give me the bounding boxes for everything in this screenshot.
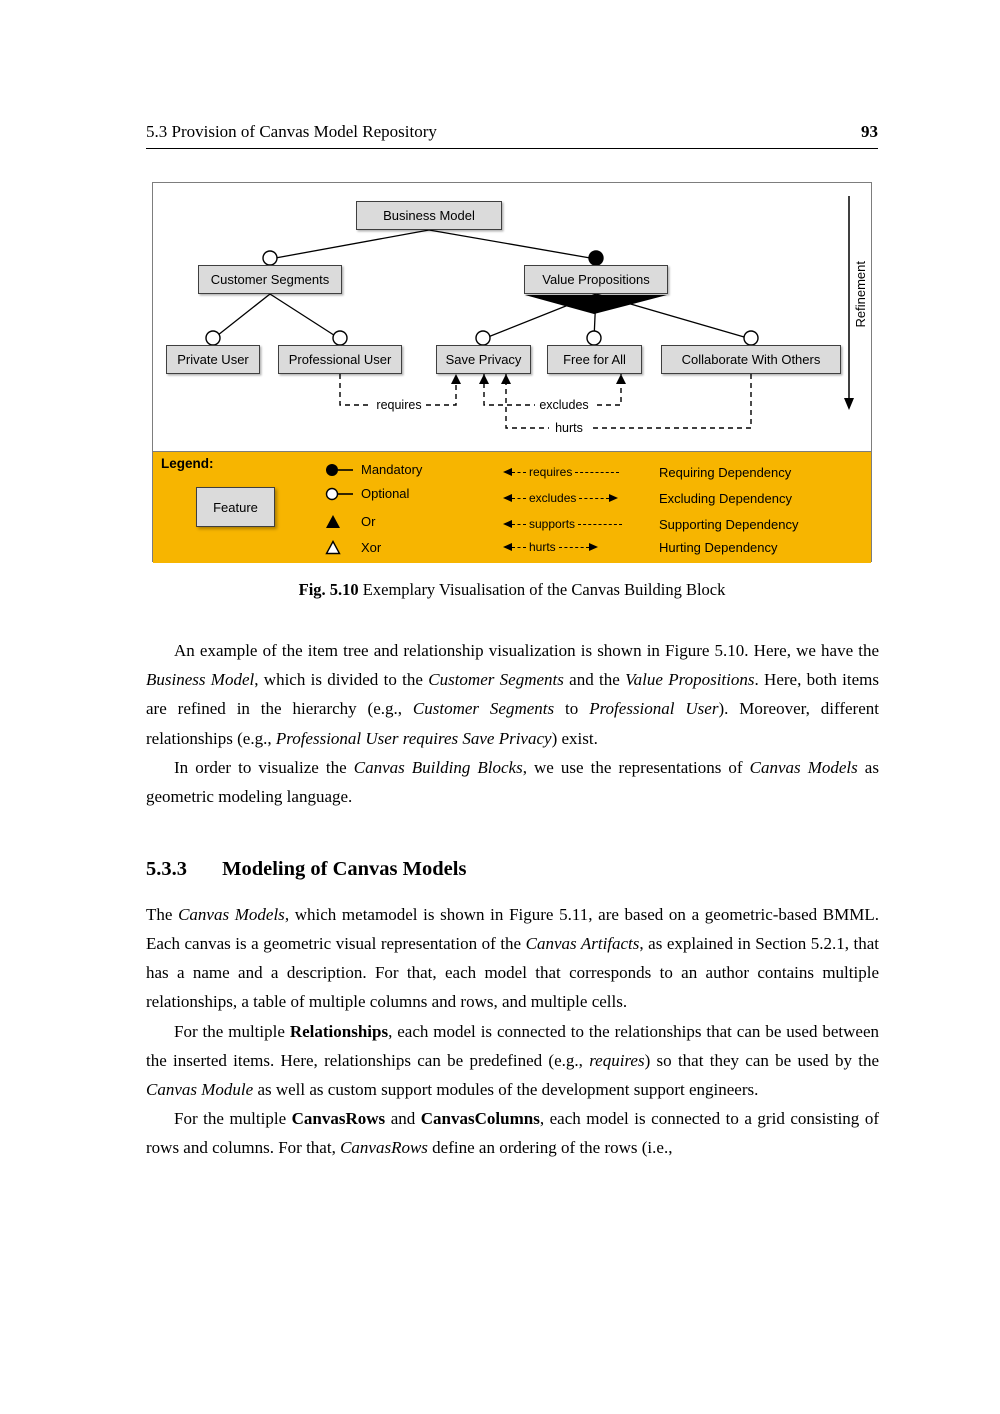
paragraph: The Canvas Models, which metamodel is shown in Figure 5.11, are based on a geometric-based BMML. Each canvas is a geometric visual representation of the Canvas Artifacts, as explained in Section 5.2.1, that has a name and a description. For that, each model that corresponds to an author contains multiple relationships, a table of multiple columns and rows, and multiple cells. [146,904,880,1012]
excludes-arrowhead [616,374,626,384]
legend-symbol-optional [325,486,409,501]
dashed-segment [512,472,526,473]
paragraph: For the multiple CanvasRows and CanvasColumns, each model is connected to a grid consisting of rows and columns. For that, CanvasRows define an ordering of the rows (i.e., [146,1109,879,1158]
requires-arrowhead [451,374,461,384]
refinement-axis-label: Refinement [853,261,868,328]
hurting-dependency-sample [503,540,651,554]
dashed-segment [559,547,589,548]
optional-icon [325,487,355,501]
section-number: 5.3.3 [146,858,187,881]
node-customer-segments: Customer Segments [198,265,342,294]
feature-model-diagram [153,183,871,451]
supporting-dependency-sample [503,517,651,531]
requires-edge-label: requires [376,398,422,412]
optional-circle [333,331,347,345]
node-free-for-all: Free for All [547,345,642,374]
mandatory-circle [589,251,603,265]
hurts-arrowhead [501,374,511,384]
node-save-privacy: Save Privacy [436,345,531,374]
legend-symbol-mandatory [325,462,422,477]
arrow-left-icon [503,543,512,551]
legend-title: Legend: [161,456,214,471]
mandatory-icon [325,463,355,477]
arrow-right-icon [609,494,618,502]
optional-circle [587,331,601,345]
legend-symbol-or [325,514,375,529]
figure-5-10 [152,182,872,562]
excludes-arrowhead [479,374,489,384]
legend-dependency-hurting [503,539,778,555]
optional-circle [476,331,490,345]
paragraph: An example of the item tree and relationship visualization is shown in Figure 5.10. Here, we have the Business Model, which is divided to the Customer Segments and the Value Propositions. Here, both items are refined in the hierarchy (e.g., Customer Segments to Professional User). Moreover, different relationships (e.g., Professional User requires Save Privacy) exist. [146,641,879,748]
or-group-triangle [525,295,667,314]
body-text [146,636,879,1163]
section-heading [146,857,879,882]
dashed-segment [575,472,619,473]
paragraph: In order to visualize the Canvas Building Blocks, we use the representations of Canvas Models as geometric modeling language. [146,757,879,807]
optional-circle [744,331,758,345]
optional-circle [263,251,277,265]
excluding-dependency-sample [503,491,651,505]
legend-feature-box: Feature [196,487,275,527]
legend-dependency-supporting [503,516,799,532]
dashed-segment [512,524,526,525]
section-title: Modeling of Canvas Models [222,858,467,881]
dashed-segment [512,498,526,499]
figure-legend [153,451,871,563]
or-icon [325,514,355,529]
dependency-name: Requiring Dependency [659,464,792,480]
node-professional-user: Professional User [278,345,402,374]
arrow-right-icon [589,543,598,551]
legend-symbol-label: Optional [361,486,410,501]
dependency-labels [372,398,593,435]
running-section-title: 5.3 Provision of Canvas Model Repository [146,122,437,141]
legend-symbol-label: Xor [361,540,382,555]
hurts-edge-label: hurts [555,421,583,435]
legend-symbol-label: Or [361,514,376,529]
node-private-user: Private User [166,345,260,374]
legend-symbol-xor [325,540,381,555]
dependency-edge-word: excludes [529,491,577,505]
node-value-propositions: Value Propositions [524,265,668,294]
figure-caption: Fig. 5.10 Exemplary Visualisation of the Canvas Building Block [298,580,726,599]
xor-icon [325,540,355,555]
dependency-arrowheads [451,374,626,384]
arrow-left-icon [503,468,512,476]
dependency-name: Excluding Dependency [659,490,792,506]
diagram-connectors [153,183,873,451]
node-business-model: Business Model [356,201,502,230]
legend-symbol-label: Mandatory [361,462,423,477]
node-collaborate-with-others: Collaborate With Others [661,345,841,374]
requiring-dependency-sample [503,465,651,479]
paragraph: For the multiple Relationships, each model is connected to the relationships that can be used between the inserted items. Here, relationships can be predefined (e.g., requires) so that they can be used by the Canvas Module as well as custom support modules of the development support engineers. [146,1021,880,1100]
dependency-name: Supporting Dependency [659,516,799,532]
dashed-segment [579,498,609,499]
page-number: 93 [861,122,878,141]
arrow-left-icon [503,520,512,528]
dependency-edge-word: requires [529,465,573,479]
dependency-edge-word: supports [529,517,576,531]
dependency-edge-word: hurts [529,540,556,554]
dashed-segment [512,547,526,548]
optional-circle [206,331,220,345]
arrow-left-icon [503,494,512,502]
dependency-name: Hurting Dependency [659,539,778,555]
excludes-edge-label: excludes [539,398,589,412]
page-header [146,122,878,149]
legend-dependency-requiring [503,464,791,480]
dashed-segment [578,524,622,525]
legend-dependency-excluding [503,490,792,506]
